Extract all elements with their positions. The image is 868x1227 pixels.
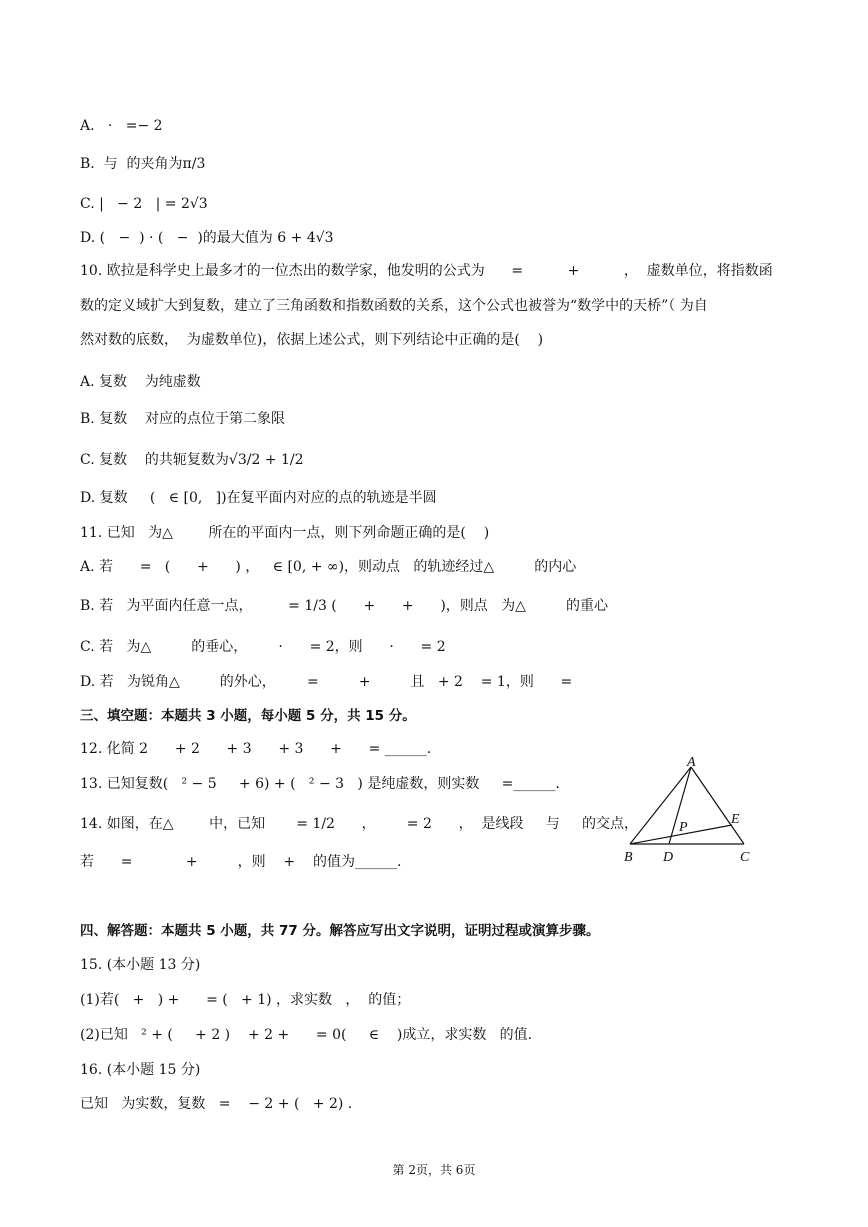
text-line: 10. 欧拉是科学史上最多才的一位杰出的数学家，他发明的公式为 = + ， 虚数单位，将指数函 (80, 263, 773, 279)
text-line: C. | − 2 | = 2√3 (80, 196, 208, 212)
text-line: (1)若( + ) + = ( + 1) ，求实数 ， 的值； (80, 992, 411, 1008)
label-d: D (663, 850, 674, 865)
text-line: (2)已知 ² + ( + 2 ) + 2 + = 0( ∈ )成立，求实数 的值. (80, 1027, 533, 1043)
text-line: 13. 已知复数( ² − 5 + 6) + ( ² − 3 ) 是纯虚数，则实数 =______. (80, 776, 560, 792)
text-line: C. 若 为△ 的垂心， · = 2，则 · = 2 (80, 639, 446, 655)
text-line: D. ( − ) · ( − )的最大值为 6 + 4√3 (80, 230, 334, 246)
section-heading: 四、解答题：本题共 5 小题，共 77 分。解答应写出文字说明，证明过程或演算步骤。 (80, 923, 600, 939)
text-line: C. 复数 的共轭复数为√3/2 + 1/2 (80, 452, 304, 468)
text-line: D. 复数 ( ∈ [0, ])在复平面内对应的点的轨迹是半圆 (80, 490, 437, 506)
section-heading: 三、填空题：本题共 3 小题，每小题 5 分，共 15 分。 (80, 708, 416, 724)
text-line: B. 与 的夹角为π/3 (80, 156, 206, 172)
text-line: D. 若 为锐角△ 的外心， = + 且 + 2 = 1，则 = (80, 674, 573, 690)
text-line: 然对数的底数， 为虚数单位)，依据上述公式，则下列结论中正确的是( ) (80, 332, 544, 348)
text-line: 若 = + ，则 + 的值为______. (80, 854, 402, 870)
text-line: 16. (本小题 15 分) (80, 1062, 201, 1078)
side-ac (691, 767, 744, 844)
text-line: 已知 为实数，复数 = − 2 + ( + 2) . (80, 1096, 353, 1112)
text-line: 12. 化简 2 + 2 + 3 + 3 + = ______. (80, 741, 432, 757)
text-line: B. 复数 对应的点位于第二象限 (80, 411, 285, 427)
label-c: C (740, 850, 750, 865)
text-line: A. 若 = ( + ) ， ∈ [0, + ∞)，则动点 的轨迹经过△ 的内心 (80, 559, 577, 575)
text-line: A. · =− 2 (80, 118, 163, 134)
page-footer: 第 2页，共 6页 (392, 1163, 476, 1177)
text-line: B. 若 为平面内任意一点， = 1/3 ( + + )，则点 为△ 的重心 (80, 598, 608, 614)
text-line: A. 复数 为纯虚数 (80, 374, 201, 390)
label-a: A (687, 755, 696, 770)
text-line: 11. 已知 为△ 所在的平面内一点，则下列命题正确的是( ) (80, 525, 490, 541)
triangle-figure (618, 755, 768, 870)
text-line: 14. 如图，在△ 中，已知 = 1/2 ， = 2 ， 是线段 与 的交点， (80, 816, 638, 832)
label-b: B (624, 850, 633, 865)
label-p: P (679, 820, 688, 835)
text-line: 数的定义域扩大到复数，建立了三角函数和指数函数的关系，这个公式也被誉为“数学中的天桥”（ 为自 (80, 298, 708, 314)
label-e: E (731, 812, 740, 827)
text-line: 15. (本小题 13 分) (80, 957, 201, 973)
